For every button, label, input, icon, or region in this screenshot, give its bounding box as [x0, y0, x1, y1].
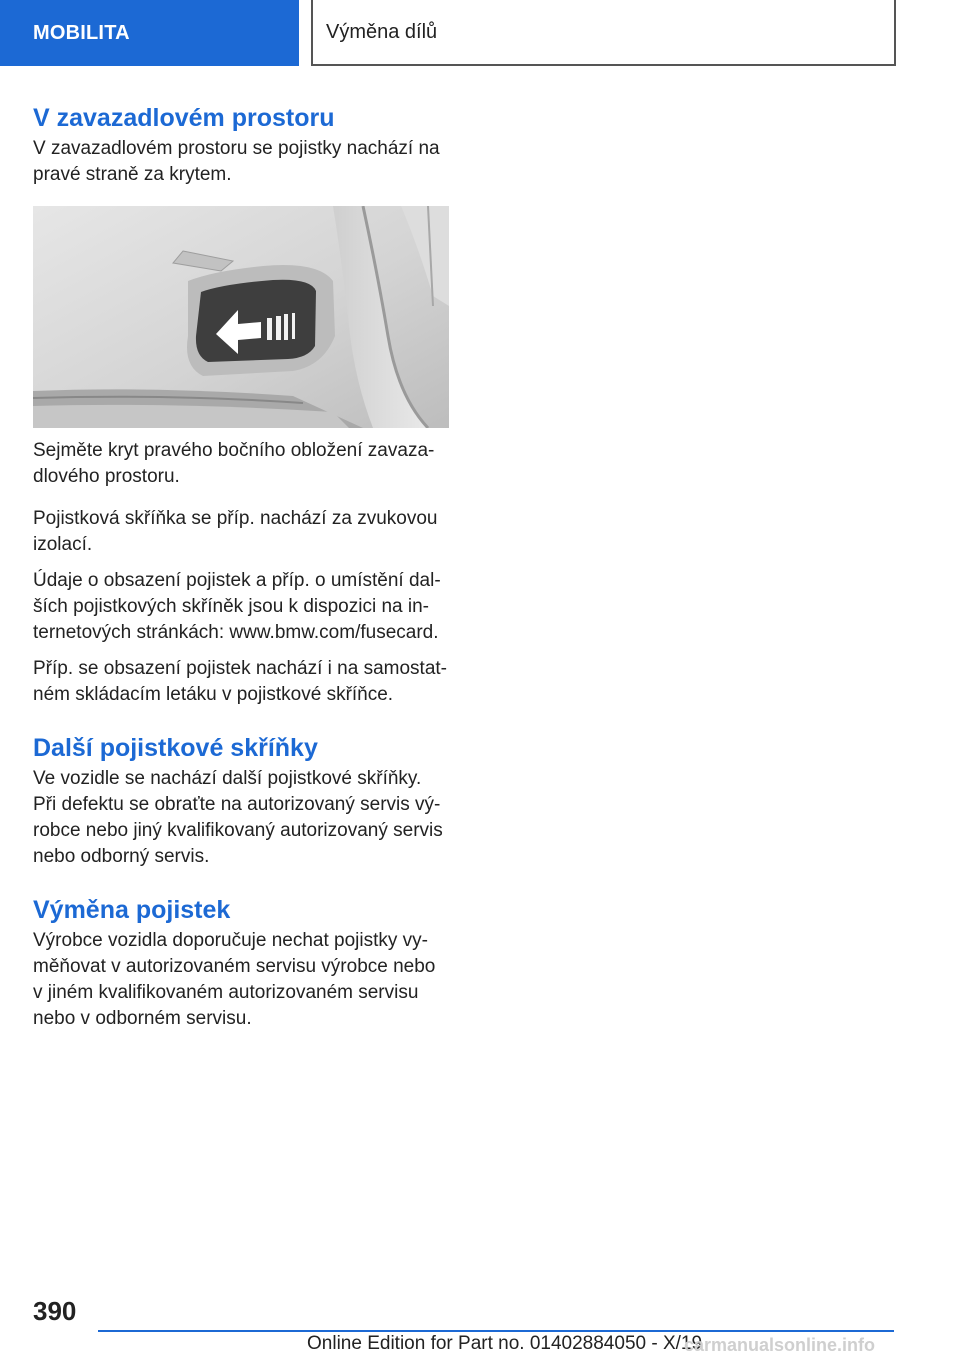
paragraph-leaflet: Příp. se obsazení pojistek nachází i na samostat-ném skládacím letáku v pojistkové skříňce.	[33, 658, 447, 705]
watermark: carmanualsonline.info	[684, 1335, 876, 1355]
page-number: 390	[33, 1296, 77, 1326]
paragraph-other-fuse-boxes: Ve vozidle se nachází další pojistkové skříňky. Při defektu se obraťte na autorizovaný servis vý-robce nebo jiný kvalifikovaný autorizovaný servis nebo odborný servis.	[33, 768, 443, 867]
paragraph-trunk-intro: V zavazadlovém prostoru se pojistky nachází na pravé straně za krytem.	[33, 138, 440, 185]
header-chapter-box	[311, 0, 896, 66]
footer-divider	[98, 1330, 894, 1332]
header-section-label: MOBILITA	[33, 21, 130, 44]
paragraph-fusecard: Údaje o obsazení pojistek a příp. o umístění dal-ších pojistkových skříněk jsou k dispozici na in-ternetových stránkách: www.bmw.com/fusecard.	[33, 570, 441, 643]
footer-edition: Online Edition for Part no. 01402884050 - X/19	[307, 1333, 703, 1354]
paragraph-remove-cover: Sejměte kryt pravého bočního obložení zavaza-dlového prostoru.	[33, 440, 435, 487]
paragraph-insulation: Pojistková skříňka se příp. nachází za zvukovou izolací.	[33, 508, 438, 555]
heading-other-fuse-boxes: Další pojistkové skříňky	[33, 734, 318, 762]
trunk-fuse-cover-photo	[33, 206, 449, 428]
header-chapter-label: Výměna dílů	[326, 20, 438, 43]
header-section-tab	[0, 0, 299, 66]
heading-fuse-replacement: Výměna pojistek	[33, 896, 231, 924]
paragraph-fuse-replacement: Výrobce vozidla doporučuje nechat pojistky vy-měňovat v autorizovaném servisu výrobce nebo v jiném kvalifikovaném autorizovaném servisu nebo v odborném servisu.	[33, 930, 436, 1029]
page-content	[33, 100, 449, 1032]
heading-trunk: V zavazadlovém prostoru	[33, 104, 335, 132]
